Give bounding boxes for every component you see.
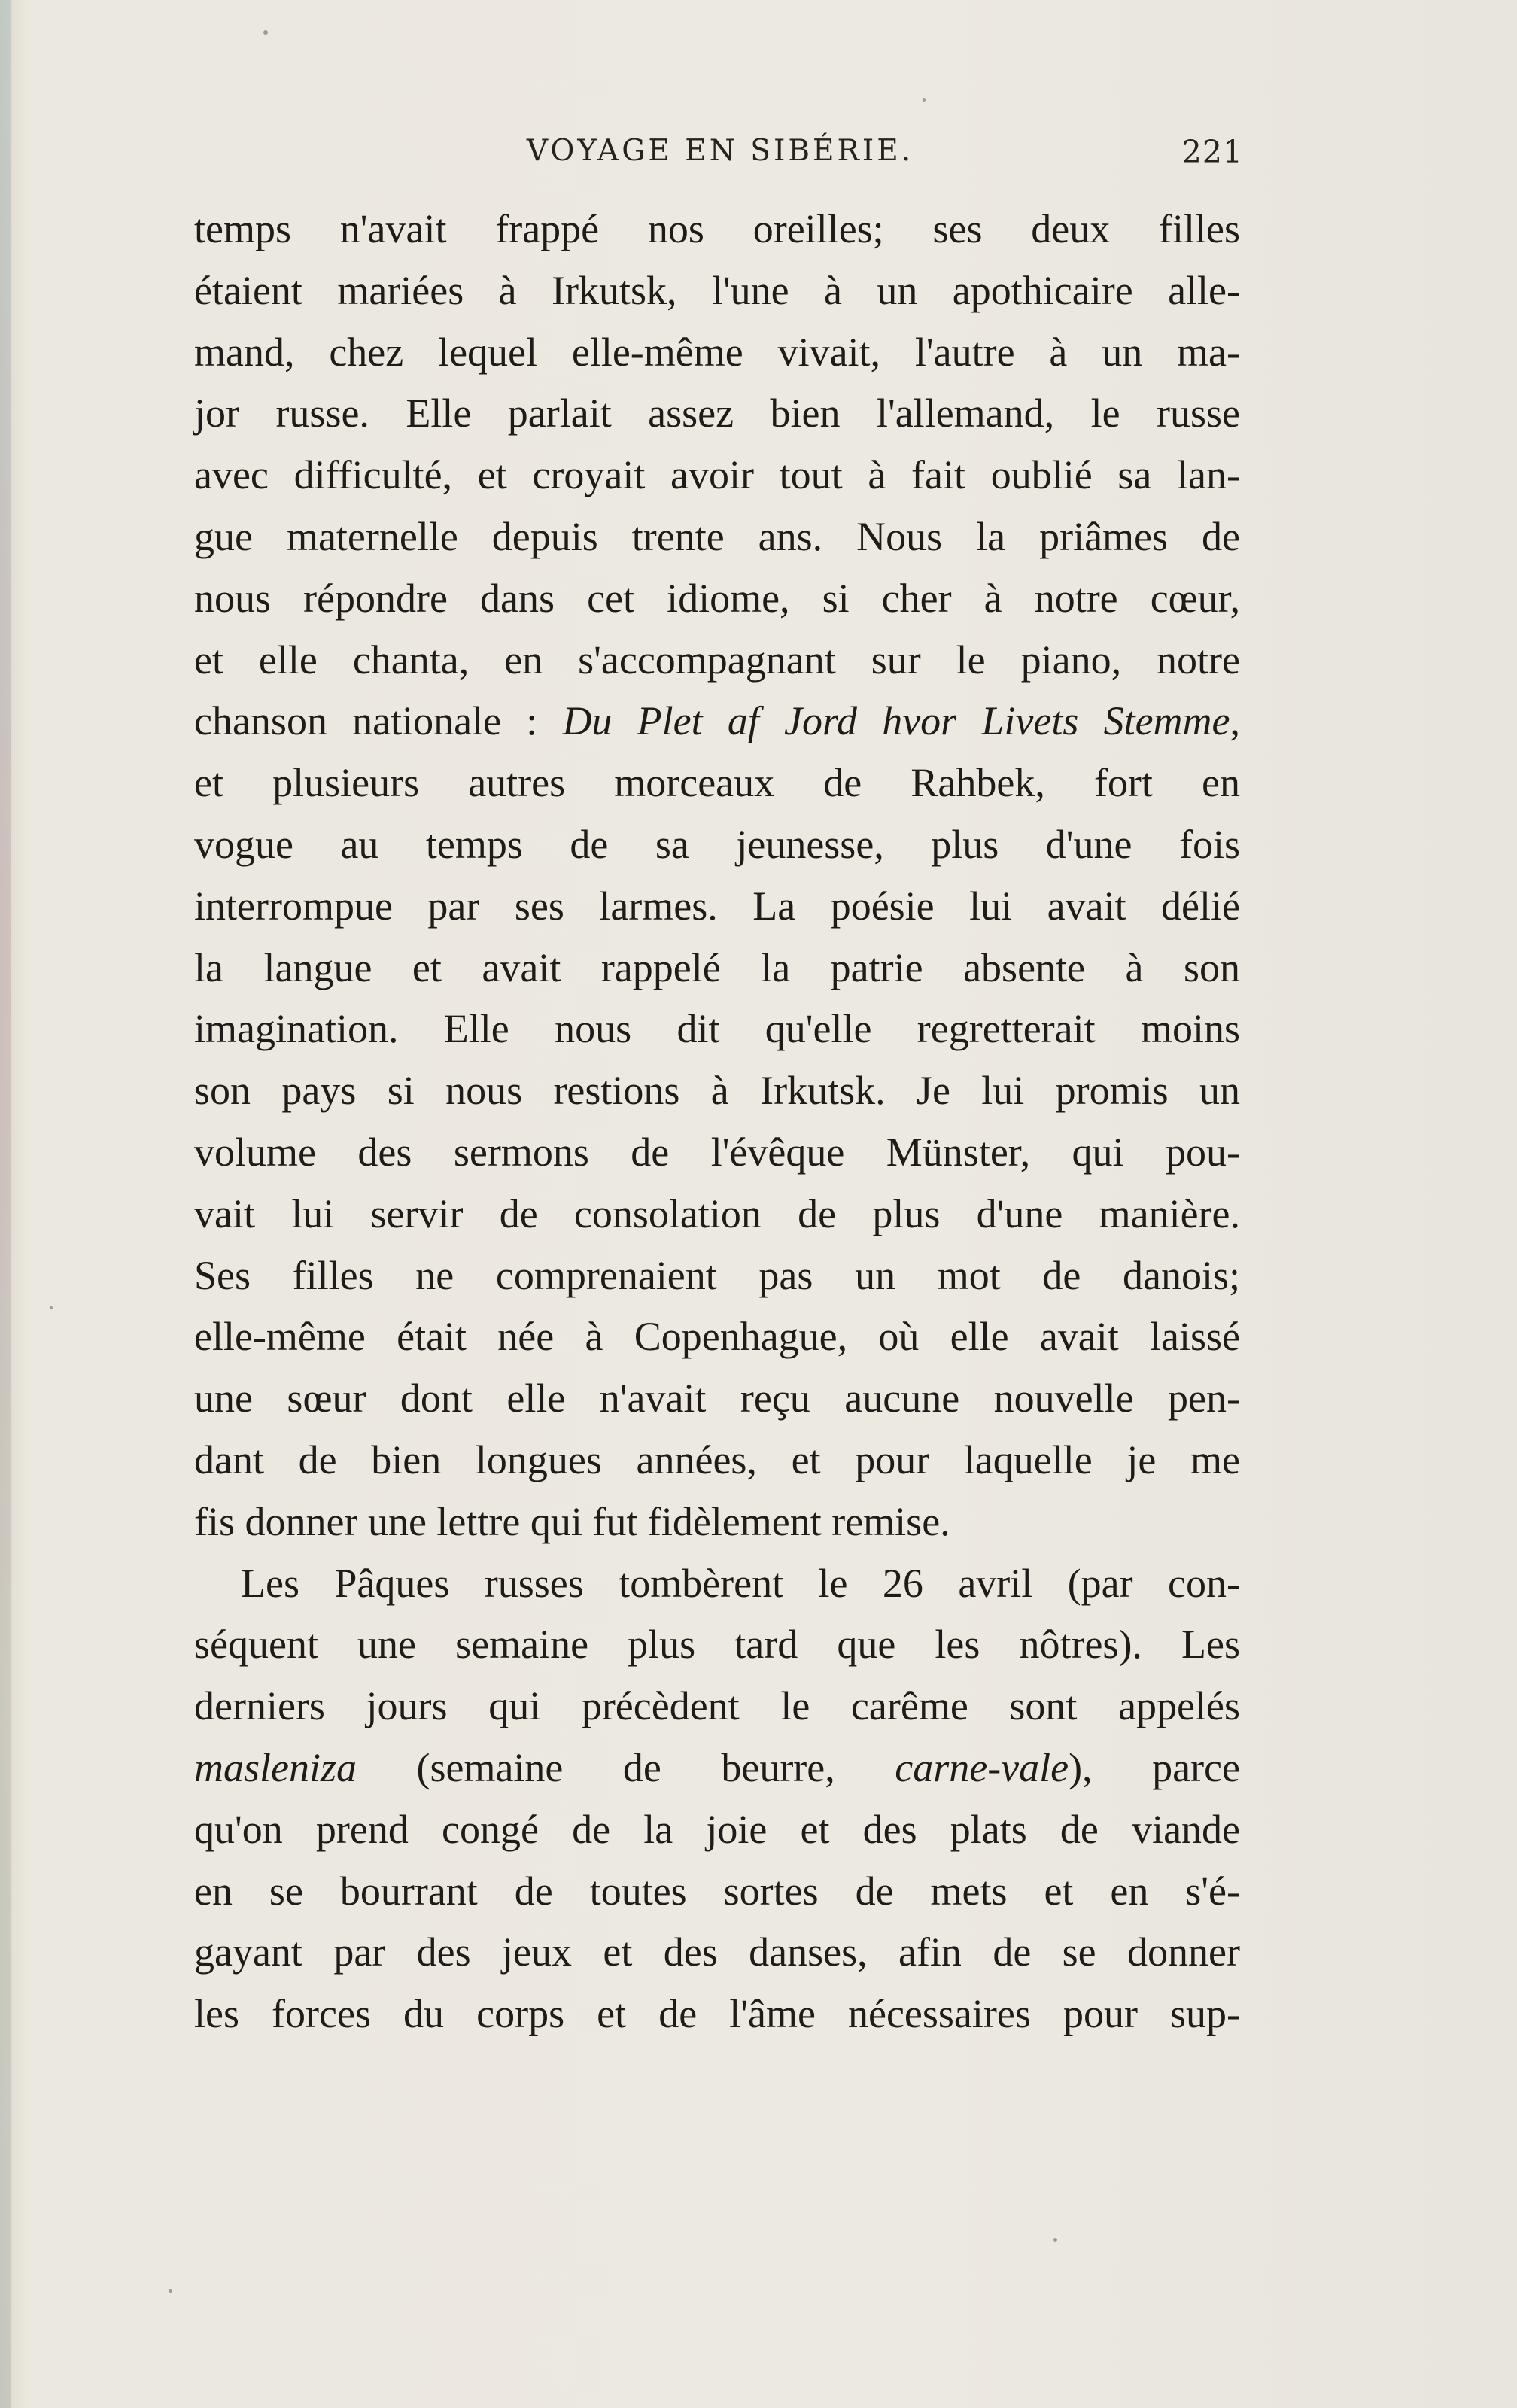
text-line: volume des sermons de l'évêque Münster, qui pou- (194, 1129, 1240, 1175)
text-line: derniers jours qui précèdent le carême sont appelés (194, 1683, 1240, 1729)
text-line: elle-même était née à Copenhague, où elle avait laissé (194, 1314, 1240, 1360)
text-line: séquent une semaine plus tard que les nôtres). Les (194, 1622, 1240, 1668)
text-line: qu'on prend congé de la joie et des plats de viande (194, 1806, 1240, 1852)
text-line: et plusieurs autres morceaux de Rahbek, fort en (194, 760, 1240, 806)
text-line: une sœur dont elle n'avait reçu aucune nouvelle pen- (194, 1376, 1240, 1421)
text-line: interrompue par ses larmes. La poésie lui avait délié (194, 883, 1240, 929)
term-italic: masleniza (194, 1744, 357, 1790)
text-line: vogue au temps de sa jeunesse, plus d'une fois (194, 821, 1240, 867)
paper-speck (1053, 2238, 1057, 2242)
text-span: (semaine de beurre, (357, 1744, 895, 1790)
paper-speck (923, 98, 926, 102)
text-line: mand, chez lequel elle-même vivait, l'autre à un ma- (194, 329, 1240, 375)
text-line: gayant par des jeux et des danses, afin de se donner (194, 1929, 1240, 1975)
paragraph-start-line: Les Pâques russes tombèrent le 26 avril (par con- (241, 1560, 1240, 1606)
paper-speck (50, 1306, 53, 1309)
text-span: chanson nationale : (194, 698, 563, 744)
text-line: temps n'avait frappé nos oreilles; ses deux filles (194, 206, 1240, 251)
running-title: VOYAGE EN SIBÉRIE. (526, 134, 914, 168)
page-number: 221 (1181, 134, 1243, 170)
text-line: et elle chanta, en s'accompagnant sur le piano, notre (194, 637, 1240, 683)
text-line: les forces du corps et de l'âme nécessaires pour sup- (194, 1991, 1240, 2037)
text-line: vait lui servir de consolation de plus d'une manière. (194, 1190, 1240, 1236)
text-line-italic-terms (194, 1738, 1240, 1799)
paper-speck (169, 2289, 172, 2293)
text-line: avec difficulté, et croyait avoir tout à fait oublié sa lan- (194, 452, 1240, 498)
text-span: ), parce (1069, 1744, 1240, 1790)
song-title-italic: Du Plet af Jord hvor Livets Stemme (562, 698, 1230, 744)
text-line: imagination. Elle nous dit qu'elle regretterait moins (194, 1006, 1240, 1052)
paper-speck (263, 30, 268, 35)
text-line-song-title (194, 691, 1240, 752)
text-line: nous répondre dans cet idiome, si cher à notre cœur, (194, 575, 1240, 621)
text-span: , (1230, 698, 1240, 744)
term-italic: carne-vale (895, 1744, 1069, 1790)
text-line: jor russe. Elle parlait assez bien l'allemand, le russe (194, 391, 1240, 436)
body-text (194, 199, 1240, 2045)
text-line: la langue et avait rappelé la patrie absente à son (194, 944, 1240, 990)
paragraph-end-line: fis donner une lettre qui fut fidèlement remise. (194, 1498, 950, 1544)
text-line: dant de bien longues années, et pour laquelle je me (194, 1437, 1240, 1482)
text-line: son pays si nous restions à Irkutsk. Je lui promis un (194, 1068, 1240, 1114)
text-line: en se bourrant de toutes sortes de mets et en s'é- (194, 1868, 1240, 1914)
page-edge-scan-artifact (0, 0, 11, 2408)
text-line: Ses filles ne comprenaient pas un mot de danois; (194, 1252, 1240, 1298)
text-line: gue maternelle depuis trente ans. Nous la priâmes de (194, 513, 1240, 559)
text-line: étaient mariées à Irkutsk, l'une à un apothicaire alle- (194, 267, 1240, 313)
running-header (197, 134, 1243, 179)
